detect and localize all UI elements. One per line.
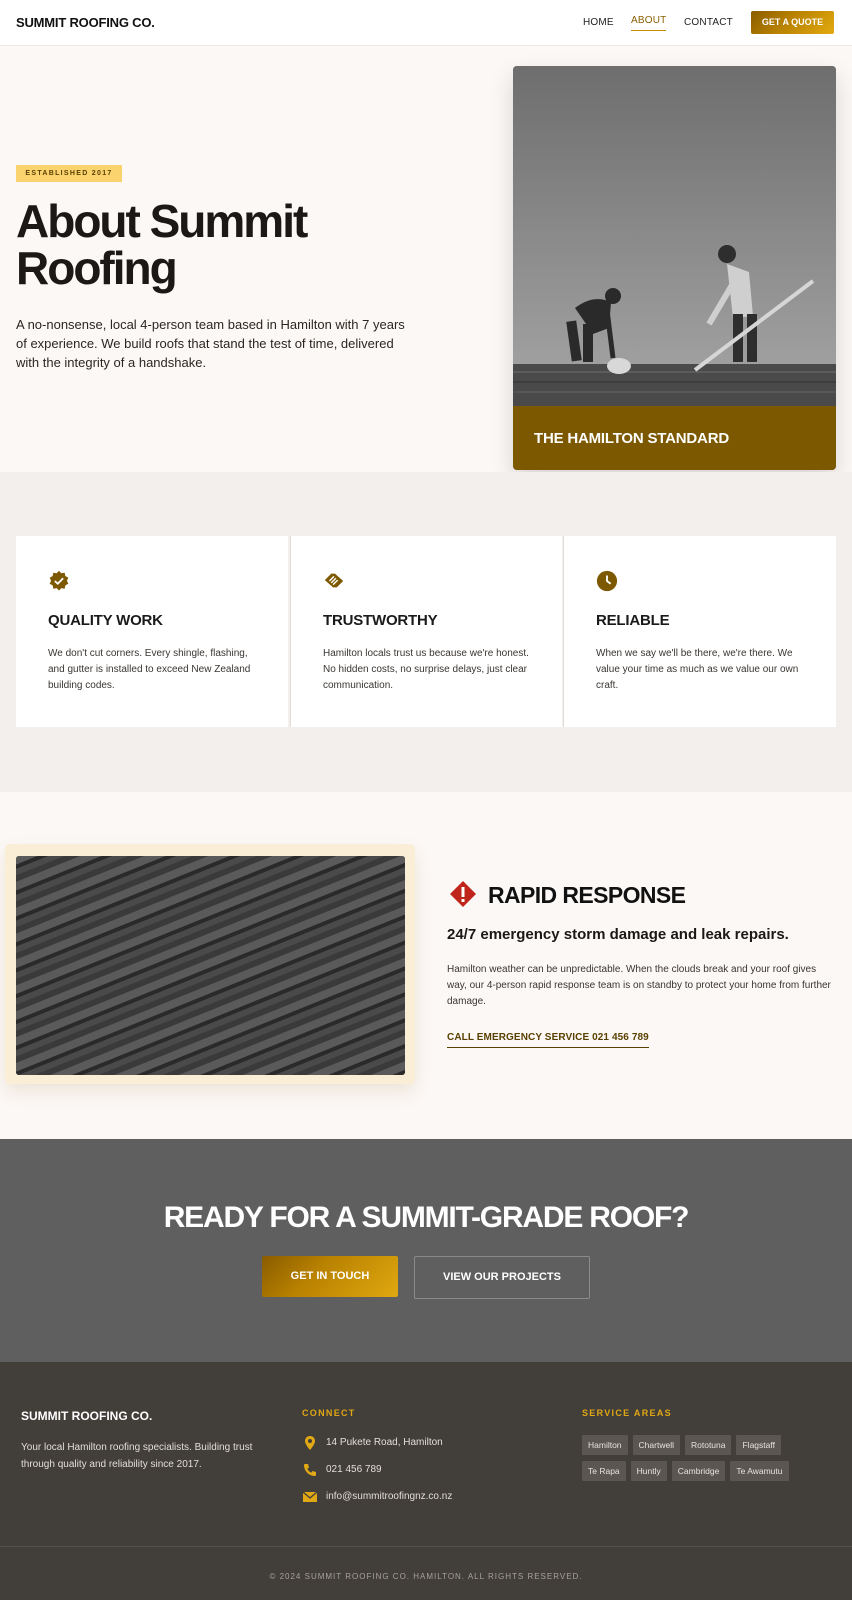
cta-title: READY FOR A SUMMIT-GRADE ROOF? [163, 1201, 689, 1234]
hero-caption: THE HAMILTON STANDARD [534, 430, 729, 447]
footer [0, 1362, 852, 1600]
nav-link-home[interactable]: HOME [583, 17, 614, 28]
roofers-photo [513, 66, 836, 406]
feature-text: We don't cut corners. Every shingle, flashing, and gutter is installed to exceed New Zealand building codes. [48, 648, 251, 691]
email-icon [302, 1489, 318, 1505]
feature-text: When we say we'll be there, we're there. We value your time as much as we value our own craft. [596, 648, 799, 691]
hero-caption-bar [513, 406, 836, 470]
service-area-tags [582, 1435, 832, 1487]
features-section [0, 472, 852, 792]
service-areas-heading: SERVICE AREAS [582, 1408, 672, 1418]
rapid-response-section [0, 792, 852, 1139]
hero-section [0, 46, 852, 472]
handshake-icon [323, 570, 345, 592]
feature-card-reliable [563, 536, 836, 727]
get-quote-button[interactable]: GET A QUOTE [751, 11, 834, 34]
established-badge: ESTABLISHED 2017 [16, 165, 122, 182]
verified-badge-icon [48, 570, 70, 592]
brand-logo[interactable]: SUMMIT ROOFING CO. [16, 15, 155, 30]
cta-section [0, 1139, 852, 1362]
top-navbar [0, 0, 852, 46]
feature-card-trust [290, 536, 562, 727]
footer-brand: SUMMIT ROOFING CO. [21, 1409, 153, 1423]
service-area-tag[interactable]: Chartwell [633, 1435, 680, 1455]
rapid-response-subtitle: 24/7 emergency storm damage and leak repairs. [447, 926, 789, 943]
emergency-call-link[interactable]: CALL EMERGENCY SERVICE 021 456 789 [447, 1032, 649, 1048]
rapid-response-text: Hamilton weather can be unpredictable. When the clouds break and your roof gives way, our 4-person rapid response team is on standby to protect your home from further damage. [447, 964, 831, 1007]
service-area-tag[interactable]: Flagstaff [736, 1435, 780, 1455]
phone-icon [302, 1462, 318, 1478]
warning-diamond-icon [449, 880, 477, 908]
connect-heading: CONNECT [302, 1408, 356, 1418]
corrugated-roof-photo [16, 856, 405, 1075]
feature-card-quality [16, 536, 288, 727]
nav-link-about[interactable]: ABOUT [631, 15, 666, 31]
location-pin-icon [302, 1435, 318, 1451]
contact-text: 021 456 789 [326, 1464, 382, 1475]
clock-icon [596, 570, 618, 592]
service-area-tag[interactable]: Te Rapa [582, 1461, 626, 1481]
contact-text: 14 Pukete Road, Hamilton [326, 1437, 443, 1448]
nav-link-contact[interactable]: CONTACT [684, 17, 733, 28]
page-title: About Summit Roofing [16, 195, 307, 294]
contact-text: info@summitroofingnz.co.nz [326, 1491, 453, 1502]
feature-title: RELIABLE [596, 612, 670, 629]
service-area-tag[interactable]: Rototuna [685, 1435, 732, 1455]
service-area-tag[interactable]: Hamilton [582, 1435, 628, 1455]
footer-description: Your local Hamilton roofing specialists. Building trust through quality and reliability since 2017. [21, 1442, 253, 1470]
feature-text: Hamilton locals trust us because we're honest. No hidden costs, no surprise delays, just clear communication. [323, 648, 529, 691]
footer-divider [0, 1546, 852, 1547]
service-area-tag[interactable]: Te Awamutu [730, 1461, 788, 1481]
copyright: © 2024 SUMMIT ROOFING CO. HAMILTON. ALL RIGHTS RESERVED. [269, 1572, 583, 1581]
feature-title: QUALITY WORK [48, 612, 163, 629]
service-area-tag[interactable]: Cambridge [672, 1461, 726, 1481]
view-projects-button[interactable]: VIEW OUR PROJECTS [414, 1256, 590, 1299]
service-area-tag[interactable]: Huntly [631, 1461, 667, 1481]
feature-title: TRUSTWORTHY [323, 612, 438, 629]
rapid-response-title: RAPID RESPONSE [488, 882, 686, 908]
hero-description: A no-nonsense, local 4-person team based in Hamilton with 7 years of experience. We build roofs that stand the test of time, delivered with the integrity of a handshake. [16, 317, 405, 370]
get-in-touch-button[interactable]: GET IN TOUCH [262, 1256, 398, 1297]
hero-image-card [513, 66, 836, 470]
